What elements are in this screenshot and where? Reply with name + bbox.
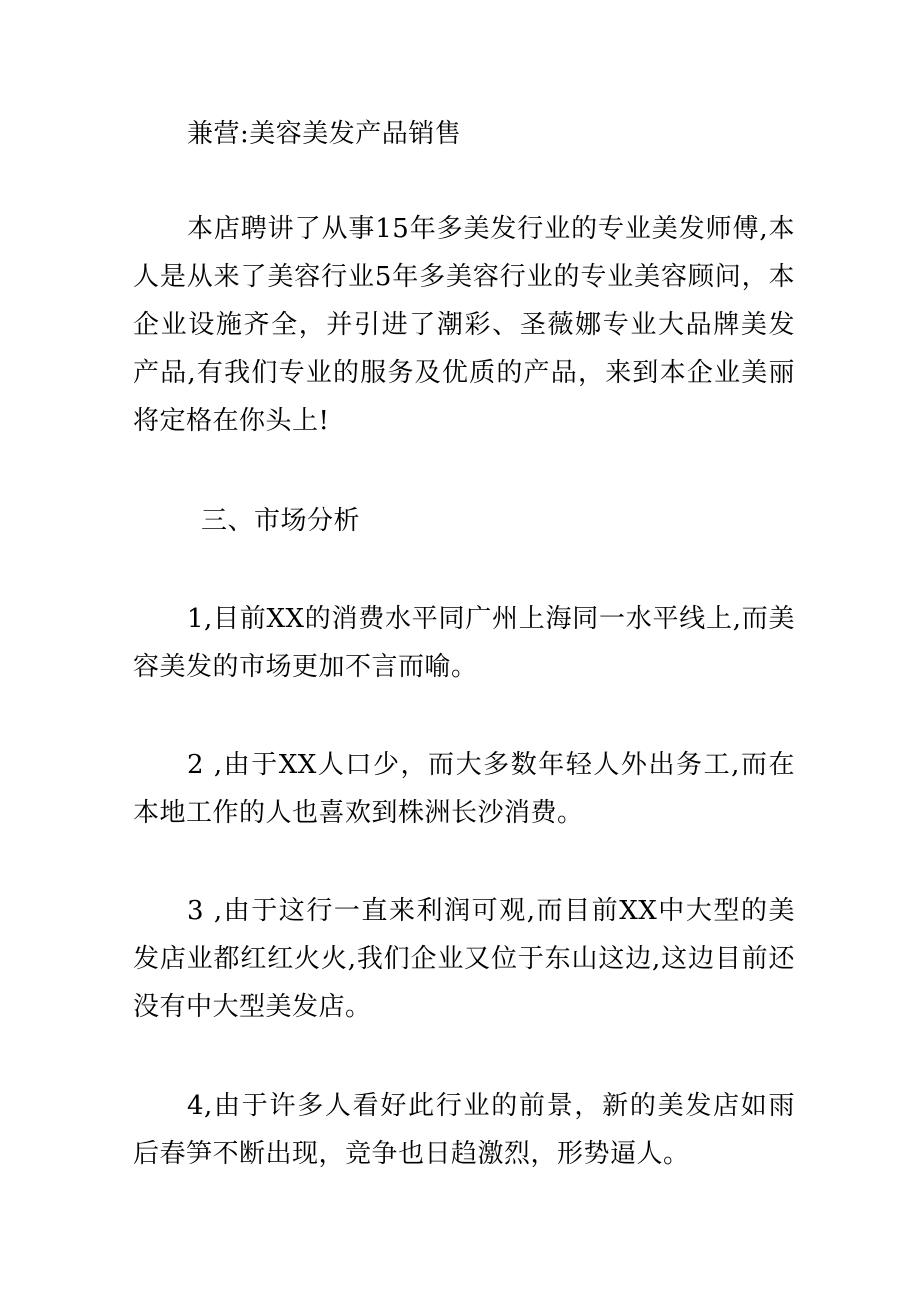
analysis-item-4: 4,由于许多人看好此行业的前景，新的美发店如雨后春笋不断出现，竞争也日趋激烈，形势逼人。	[133, 1091, 795, 1169]
analysis-item-2: 2 ,由于XX人口少，而大多数年轻人外出务工,而在本地工作的人也喜欢到株洲长沙消费。	[133, 750, 795, 828]
analysis-item-3: 3 ,由于这行一直来利润可观,而目前XX中大型的美发店业都红红火火,我们企业又位于东山这边,这边目前还没有中大型美发店。	[133, 896, 795, 1022]
business-scope-line: 兼营:美容美发产品销售	[187, 119, 462, 149]
intro-paragraph: 本店聘讲了从事15年多美发行业的专业美发师傅,本人是从来了美容行业5年多美容行业的专业美容顾问，本企业设施齐全，并引进了潮彩、圣薇娜专业大品牌美发产品,有我们专业的服务及优质的产品，来到本企业美丽将定格在你头上!	[133, 214, 795, 436]
analysis-item-1: 1,目前XX的消费水平同广州上海同一水平线上,而美容美发的市场更加不言而喻。	[133, 604, 795, 682]
section-heading: 三、市场分析	[201, 506, 361, 536]
